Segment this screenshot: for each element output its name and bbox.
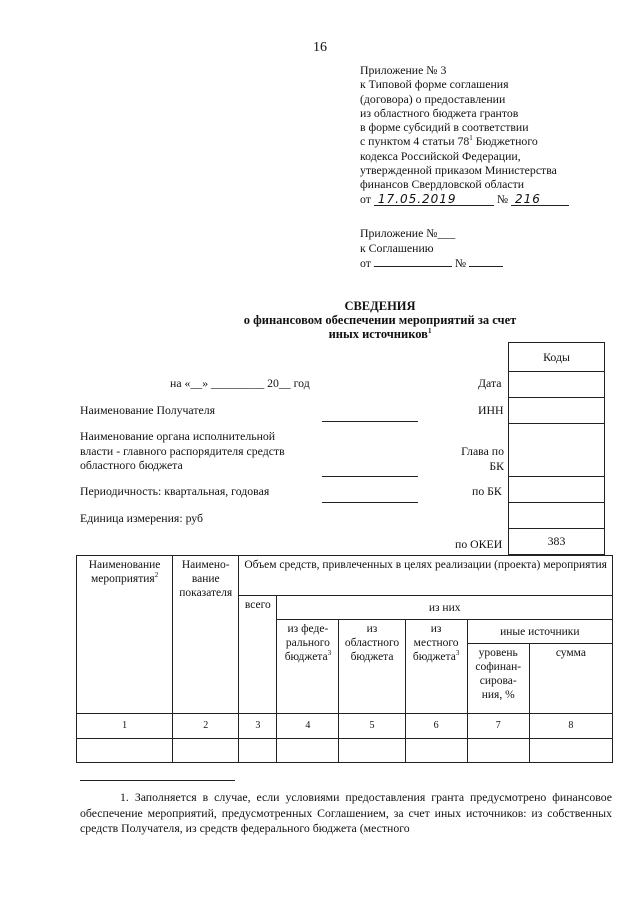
column-number: 7 [467,714,529,739]
code-cell-po-bk [509,477,605,503]
header-local-budget [405,620,467,714]
report-date-line: на «__» _________ 20__ год [170,376,310,390]
table-cell-empty [77,739,173,763]
header-activity-name [77,556,173,714]
table-cell-empty [529,739,612,763]
appendix-line: Приложение № 3 [360,63,447,77]
code-cell-inn [509,398,605,424]
footnote-separator [80,780,235,781]
header-total: всего [239,596,277,714]
appendix-line: из областного бюджета грантов [360,105,519,120]
header-text: из феде-рального бюджета [284,623,330,663]
table-cell-empty [339,739,405,763]
codes-table [508,342,605,555]
code-cell-date [509,372,605,398]
unit-label: Единица измерения: руб [80,511,204,525]
glava-bk-label [454,444,504,473]
column-number: 6 [405,714,467,739]
financing-table [76,555,613,763]
header-cofinancing-level: уровень софинан-сирова-ния, % [467,644,529,714]
authority-line: власти - главного распорядителя средств [80,443,285,458]
column-number: 1 [77,714,173,739]
footnote-ref: 2 [154,571,159,580]
appendix-line-text: с пунктом 4 статьи 78 [360,134,470,149]
number-blank [469,256,503,267]
authority-line: областного бюджета [80,458,183,472]
code-cell-empty [509,503,605,529]
appendix-line: к Типовой форме соглашения [360,77,509,92]
column-number: 8 [529,714,612,739]
column-number: 4 [277,714,339,739]
number-label: № [496,191,509,206]
footnote-ref: 3 [455,649,460,658]
from-label: от [360,256,371,270]
header-other-sources: иные источники [467,620,612,644]
header-text: из местного бюджета [412,623,459,663]
appendix-block [360,63,630,206]
handwritten-number: 216 [511,193,569,206]
authority-underline [322,476,418,477]
table-cell-empty [173,739,239,763]
agreement-date-line [360,256,503,271]
table-cell-empty [277,739,339,763]
authority-label [80,429,285,473]
column-number: 2 [173,714,239,739]
column-number: 5 [339,714,405,739]
appendix-line: финансов Свердловской области [360,177,525,192]
number-label: № [454,256,467,270]
appendix-line: (договора) о предоставлении [360,91,506,106]
appendix-line [360,134,630,148]
header-indicator-name: Наимено-вание показателя [173,556,239,714]
codes-header: Коды [509,343,605,372]
table-cell-empty [239,739,277,763]
agreement-appendix-line: Приложение №___ [360,226,456,240]
date-label: Дата [478,376,502,390]
header-funds-volume: Объем средств, привлеченных в целях реализации (проекта) мероприятия [239,556,613,596]
header-regional-budget: из областного бюджета [339,620,405,714]
header-of-them: из них [277,596,613,620]
inn-label: ИНН [478,403,504,417]
recipient-label: Наименование Получателя [80,403,216,417]
okei-label: по ОКЕИ [455,537,503,551]
agreement-appendix-block [360,226,503,271]
date-blank [374,256,452,267]
code-cell-okei: 383 [509,529,605,555]
appendix-line: утвержденной приказом Министерства [360,163,557,178]
footnote-ref: 3 [327,649,332,658]
header-text: Наименование мероприятия [88,559,161,585]
from-label: от [360,191,371,206]
header-federal-budget [277,620,339,714]
authority-line: Наименование органа исполнительной [80,429,276,443]
table-cell-empty [467,739,529,763]
glava-bk-line: Глава по [461,444,504,458]
agreement-appendix-line: к Соглашению [360,241,434,255]
column-number: 3 [239,714,277,739]
appendix-date-line [360,192,630,206]
periodicity-label: Периодичность: квартальная, годовая [80,484,270,498]
header-sum: сумма [529,644,612,714]
glava-bk-line: БК [489,458,504,473]
handwritten-date: 17.05.2019 [374,193,494,206]
appendix-line: кодекса Российской Федерации, [360,148,521,163]
recipient-underline [322,421,418,422]
title-line: о финансовом обеспечении мероприятий за счет [243,313,517,327]
appendix-line: в форме субсидий в соответствии [360,120,529,135]
appendix-line-text: Бюджетного [472,134,538,149]
title-line [0,327,640,341]
periodicity-underline [322,502,418,503]
document-title [0,299,640,341]
title-line-text: иных источников [328,327,428,341]
po-bk-label: по БК [472,484,502,498]
footnote-text: 1. Заполняется в случае, если условиями предоставления гранта предусмотрено финансовое обеспечение мероприятий, предусмотренных Соглашением, за счет иных источников: из собственных средств Получателя, из средств федерального бюджета (местного [80,790,612,835]
table-cell-empty [405,739,467,763]
footnote-ref: 1 [469,134,473,143]
title-line: СВЕДЕНИЯ [344,299,416,313]
footnote-ref: 1 [427,326,432,335]
code-cell-glava-bk [509,424,605,477]
page-number: 16 [313,40,327,55]
